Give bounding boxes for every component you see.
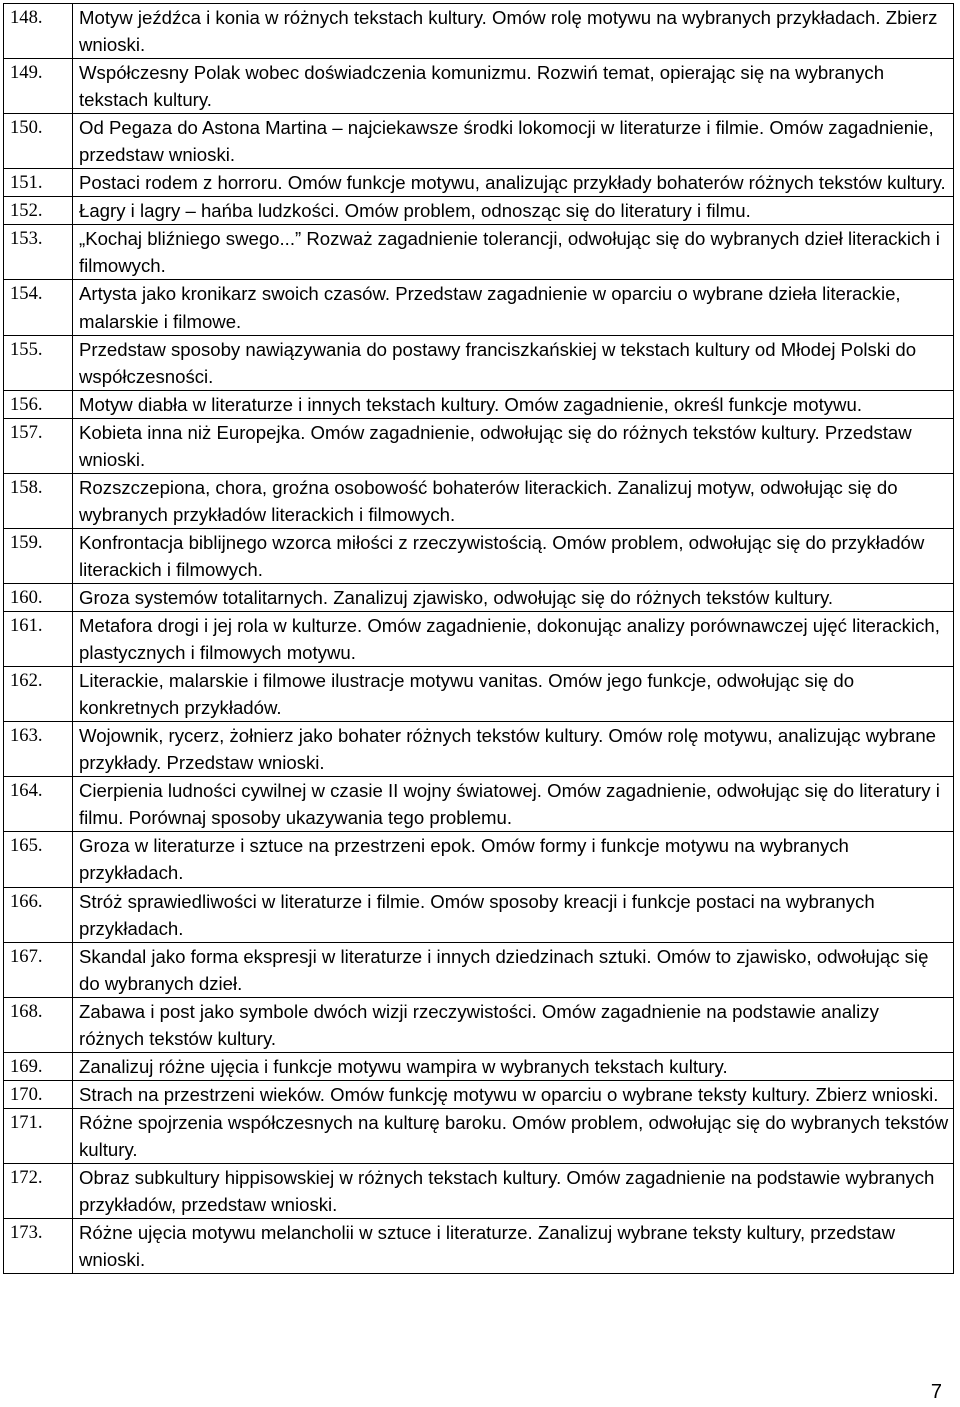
topic-text: Od Pegaza do Astona Martina – najciekawsze środki lokomocji w literaturze i filmie. Omów zagadnienie, przedstaw wnioski.	[73, 114, 954, 169]
topic-row	[4, 473, 954, 528]
topic-row	[4, 59, 954, 114]
topic-number: 158.	[4, 473, 73, 528]
topic-row	[4, 4, 954, 59]
topic-number: 169.	[4, 1052, 73, 1080]
topic-row	[4, 942, 954, 997]
topic-number: 155.	[4, 335, 73, 390]
topic-row	[4, 887, 954, 942]
topic-text: Konfrontacja biblijnego wzorca miłości z rzeczywistością. Omów problem, odwołując się do przykładów literackich i filmowych.	[73, 528, 954, 583]
topic-number: 165.	[4, 832, 73, 887]
topic-row	[4, 197, 954, 225]
topic-text: Artysta jako kronikarz swoich czasów. Przedstaw zagadnienie w oparciu o wybrane dzieła literackie, malarskie i filmowe.	[73, 280, 954, 335]
topic-text: „Kochaj bliźniego swego...” Rozważ zagadnienie tolerancji, odwołując się do wybranych dzieł literackich i filmowych.	[73, 225, 954, 280]
topic-number: 156.	[4, 390, 73, 418]
topic-row	[4, 418, 954, 473]
topic-row	[4, 722, 954, 777]
topic-number: 152.	[4, 197, 73, 225]
topic-row	[4, 114, 954, 169]
topic-row	[4, 612, 954, 667]
topic-text: Różne ujęcia motywu melancholii w sztuce i literaturze. Zanalizuj wybrane teksty kultury, przedstaw wnioski.	[73, 1219, 954, 1274]
topic-number: 164.	[4, 777, 73, 832]
topic-text: Zabawa i post jako symbole dwóch wizji rzeczywistości. Omów zagadnienie na podstawie analizy różnych tekstów kultury.	[73, 997, 954, 1052]
topic-text: Wojownik, rycerz, żołnierz jako bohater różnych tekstów kultury. Omów rolę motywu, analizując wybrane przykłady. Przedstaw wnioski.	[73, 722, 954, 777]
topic-text: Różne spojrzenia współczesnych na kulturę baroku. Omów problem, odwołując się do wybranych tekstów kultury.	[73, 1108, 954, 1163]
topic-text: Motyw jeźdźca i konia w różnych tekstach kultury. Omów rolę motywu na wybranych przykładach. Zbierz wnioski.	[73, 4, 954, 59]
topic-number: 161.	[4, 612, 73, 667]
topic-text: Zanalizuj różne ujęcia i funkcje motywu wampira w wybranych tekstach kultury.	[73, 1052, 954, 1080]
topic-number: 163.	[4, 722, 73, 777]
page-number: 7	[930, 1381, 942, 1403]
topic-row	[4, 997, 954, 1052]
topic-text: Strach na przestrzeni wieków. Omów funkcję motywu w oparciu o wybrane teksty kultury. Zbierz wnioski.	[73, 1080, 954, 1108]
topic-row	[4, 528, 954, 583]
topic-row	[4, 1108, 954, 1163]
topic-text: Groza w literaturze i sztuce na przestrzeni epok. Omów formy i funkcje motywu na wybranych przykładach.	[73, 832, 954, 887]
topic-row	[4, 225, 954, 280]
topic-number: 157.	[4, 418, 73, 473]
topic-number: 160.	[4, 583, 73, 611]
topic-number: 171.	[4, 1108, 73, 1163]
topic-text: Postaci rodem z horroru. Omów funkcje motywu, analizując przykłady bohaterów różnych tekstów kultury.	[73, 169, 954, 197]
topic-number: 172.	[4, 1163, 73, 1218]
topic-number: 170.	[4, 1080, 73, 1108]
topic-row	[4, 169, 954, 197]
topic-row	[4, 832, 954, 887]
topics-table	[3, 3, 954, 1274]
topic-text: Stróż sprawiedliwości w literaturze i filmie. Omów sposoby kreacji i funkcje postaci na wybranych przykładach.	[73, 887, 954, 942]
topic-number: 150.	[4, 114, 73, 169]
topic-number: 173.	[4, 1219, 73, 1274]
topic-row	[4, 1219, 954, 1274]
topic-text: Literackie, malarskie i filmowe ilustracje motywu vanitas. Omów jego funkcje, odwołując się do konkretnych przykładów.	[73, 667, 954, 722]
topic-number: 154.	[4, 280, 73, 335]
topic-row	[4, 583, 954, 611]
topic-number: 166.	[4, 887, 73, 942]
topic-text: Obraz subkultury hippisowskiej w różnych tekstach kultury. Omów zagadnienie na podstawie wybranych przykładów, przedstaw wnioski.	[73, 1163, 954, 1218]
topics-body	[4, 4, 954, 1274]
topic-number: 167.	[4, 942, 73, 997]
topic-number: 162.	[4, 667, 73, 722]
topic-text: Metafora drogi i jej rola w kulturze. Omów zagadnienie, dokonując analizy porównawczej ujęć literackich, plastycznych i filmowych motywu.	[73, 612, 954, 667]
topic-text: Przedstaw sposoby nawiązywania do postawy franciszkańskiej w tekstach kultury od Młodej Polski do współczesności.	[73, 335, 954, 390]
topic-row	[4, 1080, 954, 1108]
topic-text: Współczesny Polak wobec doświadczenia komunizmu. Rozwiń temat, opierając się na wybranych tekstach kultury.	[73, 59, 954, 114]
topic-row	[4, 335, 954, 390]
topic-row	[4, 777, 954, 832]
topic-number: 153.	[4, 225, 73, 280]
topic-row	[4, 1052, 954, 1080]
topic-row	[4, 280, 954, 335]
topic-number: 159.	[4, 528, 73, 583]
topic-text: Motyw diabła w literaturze i innych tekstach kultury. Omów zagadnienie, określ funkcje motywu.	[73, 390, 954, 418]
topic-text: Kobieta inna niż Europejka. Omów zagadnienie, odwołując się do różnych tekstów kultury. Przedstaw wnioski.	[73, 418, 954, 473]
topic-row	[4, 667, 954, 722]
topic-text: Łagry i lagry – hańba ludzkości. Omów problem, odnosząc się do literatury i filmu.	[73, 197, 954, 225]
topic-text: Rozszczepiona, chora, groźna osobowość bohaterów literackich. Zanalizuj motyw, odwołując się do wybranych przykładów literackich i filmowych.	[73, 473, 954, 528]
topic-text: Groza systemów totalitarnych. Zanalizuj zjawisko, odwołując się do różnych tekstów kultury.	[73, 583, 954, 611]
topic-row	[4, 390, 954, 418]
topic-row	[4, 1163, 954, 1218]
topic-text: Cierpienia ludności cywilnej w czasie II wojny światowej. Omów zagadnienie, odwołując się do literatury i filmu. Porównaj sposoby ukazywania tego problemu.	[73, 777, 954, 832]
topic-number: 151.	[4, 169, 73, 197]
topic-number: 148.	[4, 4, 73, 59]
topic-number: 149.	[4, 59, 73, 114]
topic-number: 168.	[4, 997, 73, 1052]
topic-text: Skandal jako forma ekspresji w literaturze i innych dziedzinach sztuki. Omów to zjawisko, odwołując się do wybranych dzieł.	[73, 942, 954, 997]
